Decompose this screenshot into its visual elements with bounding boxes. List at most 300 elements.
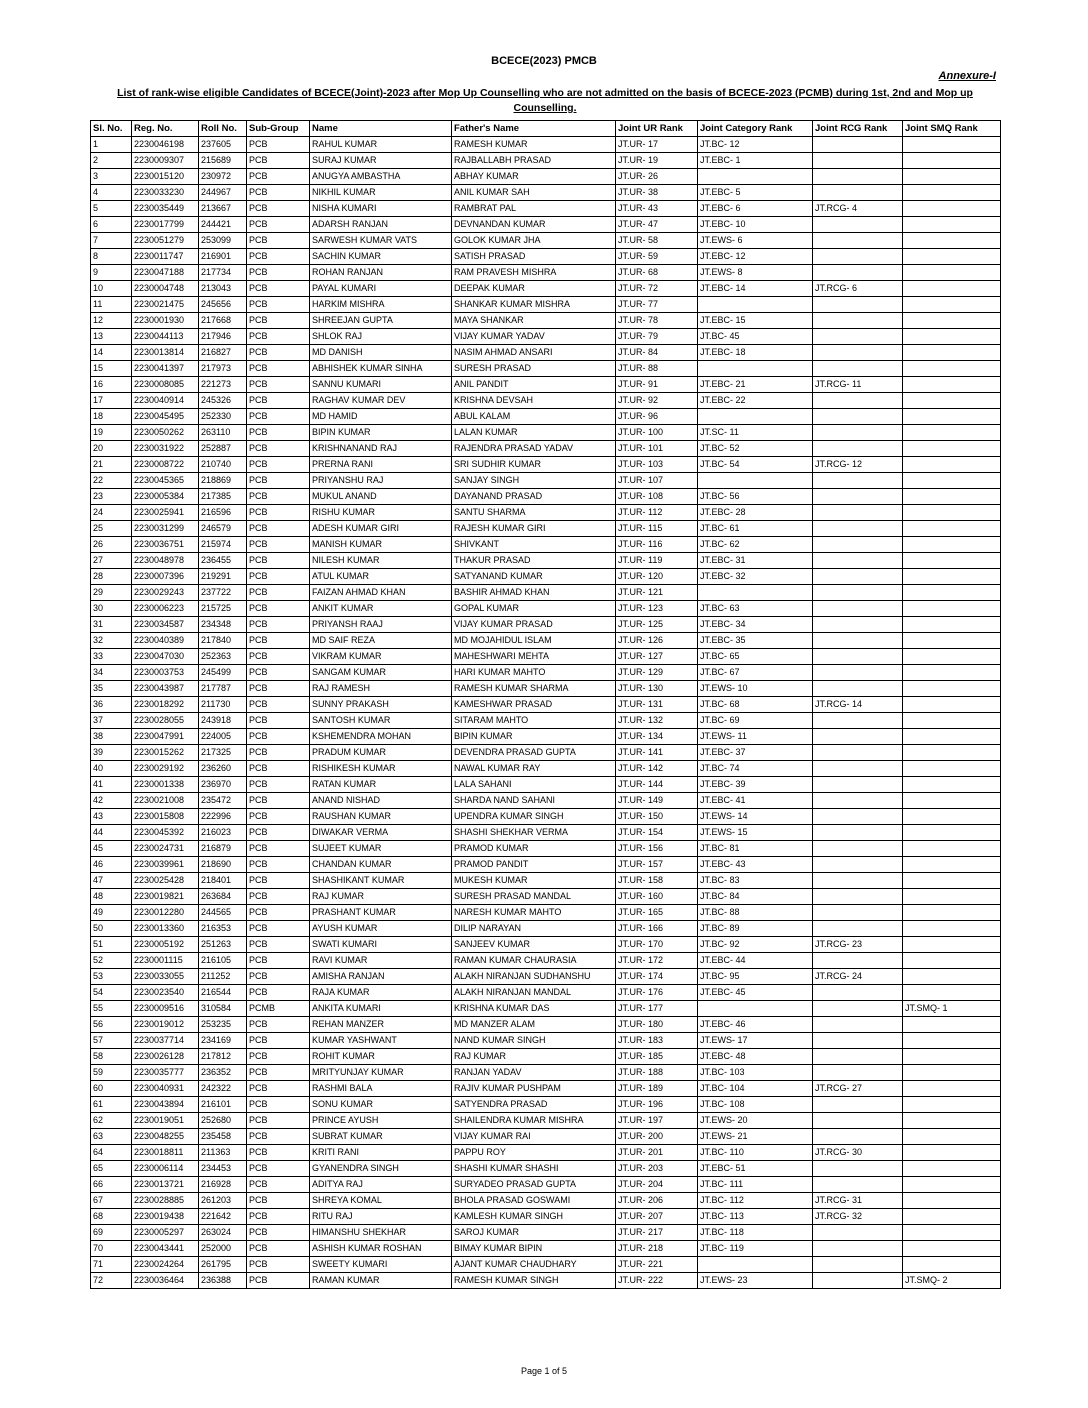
- cell-joint-smq-rank: [903, 1177, 1001, 1193]
- cell-joint-rcg-rank: [813, 793, 903, 809]
- cell-reg-no: 2230011747: [132, 249, 199, 265]
- cell-roll-no: 216105: [199, 953, 247, 969]
- cell-sub-group: PCB: [247, 537, 310, 553]
- cell-joint-ur-rank: JT.UR- 217: [616, 1225, 698, 1241]
- table-row: [91, 281, 1001, 297]
- cell-fathers-name: SURESH PRASAD MANDAL: [452, 889, 616, 905]
- cell-joint-rcg-rank: [813, 425, 903, 441]
- cell-joint-category-rank: JT.EBC- 44: [698, 953, 813, 969]
- cell-reg-no: 2230018292: [132, 697, 199, 713]
- cell-sub-group: PCB: [247, 553, 310, 569]
- cell-joint-rcg-rank: [813, 297, 903, 313]
- cell-joint-category-rank: JT.EBC- 28: [698, 505, 813, 521]
- cell-joint-rcg-rank: [813, 1241, 903, 1257]
- cell-roll-no: 216353: [199, 921, 247, 937]
- cell-joint-rcg-rank: JT.RCG- 14: [813, 697, 903, 713]
- cell-fathers-name: RAMESH KUMAR SHARMA: [452, 681, 616, 697]
- cell-joint-rcg-rank: [813, 617, 903, 633]
- cell-name: KUMAR YASHWANT: [310, 1033, 452, 1049]
- cell-name: REHAN MANZER: [310, 1017, 452, 1033]
- cell-sl-no: 58: [91, 1049, 132, 1065]
- cell-reg-no: 2230040931: [132, 1081, 199, 1097]
- cell-name: RAJ RAMESH: [310, 681, 452, 697]
- cell-roll-no: 221273: [199, 377, 247, 393]
- cell-joint-smq-rank: [903, 217, 1001, 233]
- cell-reg-no: 2230013814: [132, 345, 199, 361]
- cell-name: SHASHIKANT KUMAR: [310, 873, 452, 889]
- cell-fathers-name: SATYENDRA PRASAD: [452, 1097, 616, 1113]
- cell-joint-category-rank: [698, 169, 813, 185]
- cell-name: ABHISHEK KUMAR SINHA: [310, 361, 452, 377]
- cell-joint-smq-rank: [903, 393, 1001, 409]
- table-row: [91, 185, 1001, 201]
- cell-joint-category-rank: JT.BC- 92: [698, 937, 813, 953]
- cell-roll-no: 252330: [199, 409, 247, 425]
- cell-reg-no: 2230040914: [132, 393, 199, 409]
- cell-reg-no: 2230001338: [132, 777, 199, 793]
- cell-joint-category-rank: JT.BC- 108: [698, 1097, 813, 1113]
- table-row: [91, 457, 1001, 473]
- cell-joint-category-rank: JT.EBC- 1: [698, 153, 813, 169]
- cell-sub-group: PCB: [247, 953, 310, 969]
- cell-roll-no: 230972: [199, 169, 247, 185]
- cell-joint-smq-rank: [903, 265, 1001, 281]
- cell-roll-no: 242322: [199, 1081, 247, 1097]
- cell-joint-smq-rank: [903, 377, 1001, 393]
- table-row: [91, 1065, 1001, 1081]
- cell-roll-no: 216827: [199, 345, 247, 361]
- cell-fathers-name: SHAILENDRA KUMAR MISHRA: [452, 1113, 616, 1129]
- cell-joint-rcg-rank: JT.RCG- 32: [813, 1209, 903, 1225]
- table-row: [91, 921, 1001, 937]
- cell-sub-group: PCB: [247, 681, 310, 697]
- cell-name: SHLOK RAJ: [310, 329, 452, 345]
- cell-sl-no: 51: [91, 937, 132, 953]
- cell-fathers-name: SANJAY SINGH: [452, 473, 616, 489]
- cell-joint-ur-rank: JT.UR- 160: [616, 889, 698, 905]
- cell-sl-no: 8: [91, 249, 132, 265]
- cell-joint-ur-rank: JT.UR- 125: [616, 617, 698, 633]
- cell-joint-rcg-rank: JT.RCG- 30: [813, 1145, 903, 1161]
- cell-sl-no: 20: [91, 441, 132, 457]
- cell-joint-category-rank: JT.BC- 62: [698, 537, 813, 553]
- cell-reg-no: 2230019012: [132, 1017, 199, 1033]
- cell-name: ANKITA KUMARI: [310, 1001, 452, 1017]
- cell-name: SANNU KUMARI: [310, 377, 452, 393]
- cell-sub-group: PCB: [247, 281, 310, 297]
- cell-joint-rcg-rank: [813, 521, 903, 537]
- cell-joint-ur-rank: JT.UR- 196: [616, 1097, 698, 1113]
- cell-name: SONU KUMAR: [310, 1097, 452, 1113]
- cell-joint-category-rank: JT.EWS- 10: [698, 681, 813, 697]
- cell-joint-ur-rank: JT.UR- 180: [616, 1017, 698, 1033]
- table-row: [91, 489, 1001, 505]
- cell-name: MRITYUNJAY KUMAR: [310, 1065, 452, 1081]
- cell-joint-smq-rank: [903, 1097, 1001, 1113]
- cell-joint-ur-rank: JT.UR- 203: [616, 1161, 698, 1177]
- table-row: [91, 1161, 1001, 1177]
- cell-fathers-name: SHANKAR KUMAR MISHRA: [452, 297, 616, 313]
- cell-name: PRASHANT KUMAR: [310, 905, 452, 921]
- table-row: [91, 713, 1001, 729]
- cell-joint-rcg-rank: [813, 393, 903, 409]
- cell-sub-group: PCB: [247, 617, 310, 633]
- cell-roll-no: 213043: [199, 281, 247, 297]
- cell-name: SUBRAT KUMAR: [310, 1129, 452, 1145]
- cell-joint-ur-rank: JT.UR- 38: [616, 185, 698, 201]
- cell-joint-category-rank: JT.EBC- 10: [698, 217, 813, 233]
- cell-joint-category-rank: JT.BC- 84: [698, 889, 813, 905]
- cell-joint-rcg-rank: [813, 953, 903, 969]
- cell-name: ANAND NISHAD: [310, 793, 452, 809]
- cell-sl-no: 64: [91, 1145, 132, 1161]
- table-row: [91, 809, 1001, 825]
- cell-joint-rcg-rank: [813, 265, 903, 281]
- cell-reg-no: 2230008085: [132, 377, 199, 393]
- cell-roll-no: 218869: [199, 473, 247, 489]
- cell-joint-ur-rank: JT.UR- 26: [616, 169, 698, 185]
- cell-joint-rcg-rank: [813, 681, 903, 697]
- cell-joint-rcg-rank: [813, 985, 903, 1001]
- cell-joint-rcg-rank: JT.RCG- 27: [813, 1081, 903, 1097]
- cell-joint-category-rank: JT.EWS- 14: [698, 809, 813, 825]
- cell-joint-ur-rank: JT.UR- 134: [616, 729, 698, 745]
- cell-reg-no: 2230009307: [132, 153, 199, 169]
- cell-sub-group: PCB: [247, 361, 310, 377]
- cell-name: PAYAL KUMARI: [310, 281, 452, 297]
- cell-sub-group: PCB: [247, 1257, 310, 1273]
- cell-joint-ur-rank: JT.UR- 43: [616, 201, 698, 217]
- cell-sub-group: PCB: [247, 745, 310, 761]
- cell-name: MD SAIF REZA: [310, 633, 452, 649]
- cell-reg-no: 2230019438: [132, 1209, 199, 1225]
- cell-fathers-name: SANTU SHARMA: [452, 505, 616, 521]
- cell-fathers-name: LALA SAHANI: [452, 777, 616, 793]
- cell-reg-no: 2230013721: [132, 1177, 199, 1193]
- cell-sl-no: 19: [91, 425, 132, 441]
- cell-joint-rcg-rank: [813, 137, 903, 153]
- cell-joint-rcg-rank: [813, 1065, 903, 1081]
- cell-reg-no: 2230005384: [132, 489, 199, 505]
- cell-reg-no: 2230025941: [132, 505, 199, 521]
- cell-joint-rcg-rank: [813, 361, 903, 377]
- cell-joint-smq-rank: [903, 585, 1001, 601]
- cell-reg-no: 2230031922: [132, 441, 199, 457]
- cell-roll-no: 236970: [199, 777, 247, 793]
- cell-joint-smq-rank: [903, 745, 1001, 761]
- cell-joint-rcg-rank: [813, 601, 903, 617]
- cell-reg-no: 2230043987: [132, 681, 199, 697]
- cell-fathers-name: ANIL PANDIT: [452, 377, 616, 393]
- cell-name: AYUSH KUMAR: [310, 921, 452, 937]
- cell-name: RAMAN KUMAR: [310, 1273, 452, 1289]
- cell-reg-no: 2230045365: [132, 473, 199, 489]
- cell-joint-ur-rank: JT.UR- 19: [616, 153, 698, 169]
- cell-sl-no: 60: [91, 1081, 132, 1097]
- table-row: [91, 137, 1001, 153]
- cell-joint-rcg-rank: [813, 777, 903, 793]
- table-row: [91, 1177, 1001, 1193]
- cell-sub-group: PCB: [247, 409, 310, 425]
- cell-joint-ur-rank: JT.UR- 103: [616, 457, 698, 473]
- cell-joint-rcg-rank: [813, 825, 903, 841]
- table-row: [91, 473, 1001, 489]
- cell-name: SURAJ KUMAR: [310, 153, 452, 169]
- table-row: [91, 697, 1001, 713]
- cell-joint-rcg-rank: [813, 1225, 903, 1241]
- cell-joint-smq-rank: [903, 153, 1001, 169]
- table-row: [91, 1049, 1001, 1065]
- cell-sl-no: 17: [91, 393, 132, 409]
- cell-name: ASHISH KUMAR ROSHAN: [310, 1241, 452, 1257]
- cell-joint-category-rank: JT.EBC- 32: [698, 569, 813, 585]
- cell-joint-smq-rank: [903, 1241, 1001, 1257]
- cell-fathers-name: MD MANZER ALAM: [452, 1017, 616, 1033]
- cell-joint-smq-rank: [903, 633, 1001, 649]
- column-header-sl-no: Sl. No.: [91, 121, 132, 137]
- cell-reg-no: 2230005297: [132, 1225, 199, 1241]
- cell-roll-no: 263684: [199, 889, 247, 905]
- cell-fathers-name: RAMBRAT PAL: [452, 201, 616, 217]
- table-row: [91, 201, 1001, 217]
- cell-roll-no: 210740: [199, 457, 247, 473]
- cell-joint-category-rank: JT.EBC- 31: [698, 553, 813, 569]
- cell-joint-smq-rank: [903, 537, 1001, 553]
- cell-joint-smq-rank: [903, 1145, 1001, 1161]
- cell-joint-smq-rank: [903, 457, 1001, 473]
- cell-sl-no: 38: [91, 729, 132, 745]
- cell-sl-no: 55: [91, 1001, 132, 1017]
- cell-joint-ur-rank: JT.UR- 183: [616, 1033, 698, 1049]
- cell-joint-category-rank: JT.EBC- 35: [698, 633, 813, 649]
- cell-fathers-name: RAJ KUMAR: [452, 1049, 616, 1065]
- cell-joint-category-rank: JT.BC- 104: [698, 1081, 813, 1097]
- cell-sl-no: 59: [91, 1065, 132, 1081]
- cell-roll-no: 261795: [199, 1257, 247, 1273]
- cell-sub-group: PCB: [247, 489, 310, 505]
- table-row: [91, 393, 1001, 409]
- cell-reg-no: 2230003753: [132, 665, 199, 681]
- cell-fathers-name: SHIVKANT: [452, 537, 616, 553]
- cell-sub-group: PCB: [247, 793, 310, 809]
- cell-reg-no: 2230046198: [132, 137, 199, 153]
- cell-roll-no: 234169: [199, 1033, 247, 1049]
- table-row: [91, 1273, 1001, 1289]
- cell-joint-category-rank: JT.BC- 74: [698, 761, 813, 777]
- table-row: [91, 537, 1001, 553]
- cell-joint-ur-rank: JT.UR- 107: [616, 473, 698, 489]
- cell-joint-smq-rank: [903, 505, 1001, 521]
- cell-roll-no: 213667: [199, 201, 247, 217]
- cell-roll-no: 236352: [199, 1065, 247, 1081]
- cell-sl-no: 32: [91, 633, 132, 649]
- cell-roll-no: 216023: [199, 825, 247, 841]
- cell-joint-ur-rank: JT.UR- 172: [616, 953, 698, 969]
- table-row: [91, 1001, 1001, 1017]
- header-row: [91, 121, 1001, 137]
- cell-joint-smq-rank: [903, 889, 1001, 905]
- cell-fathers-name: SURYADEO PRASAD GUPTA: [452, 1177, 616, 1193]
- table-row: [91, 633, 1001, 649]
- column-header-roll-no: Roll No.: [199, 121, 247, 137]
- cell-sub-group: PCB: [247, 425, 310, 441]
- cell-joint-category-rank: JT.BC- 113: [698, 1209, 813, 1225]
- table-row: [91, 857, 1001, 873]
- cell-joint-rcg-rank: [813, 585, 903, 601]
- cell-joint-ur-rank: JT.UR- 176: [616, 985, 698, 1001]
- cell-sl-no: 52: [91, 953, 132, 969]
- table-row: [91, 1081, 1001, 1097]
- cell-sl-no: 48: [91, 889, 132, 905]
- cell-joint-smq-rank: [903, 553, 1001, 569]
- cell-fathers-name: RAMESH KUMAR SINGH: [452, 1273, 616, 1289]
- table-row: [91, 649, 1001, 665]
- cell-sl-no: 35: [91, 681, 132, 697]
- cell-sl-no: 3: [91, 169, 132, 185]
- cell-reg-no: 2230019051: [132, 1113, 199, 1129]
- cell-joint-category-rank: JT.BC- 61: [698, 521, 813, 537]
- cell-joint-ur-rank: JT.UR- 84: [616, 345, 698, 361]
- cell-joint-ur-rank: JT.UR- 119: [616, 553, 698, 569]
- cell-name: SHREEJAN GUPTA: [310, 313, 452, 329]
- cell-reg-no: 2230004748: [132, 281, 199, 297]
- cell-joint-rcg-rank: [813, 233, 903, 249]
- cell-name: BIPIN KUMAR: [310, 425, 452, 441]
- cell-joint-rcg-rank: [813, 553, 903, 569]
- cell-fathers-name: DEVNANDAN KUMAR: [452, 217, 616, 233]
- cell-sub-group: PCB: [247, 569, 310, 585]
- cell-reg-no: 2230045495: [132, 409, 199, 425]
- cell-joint-rcg-rank: [813, 441, 903, 457]
- table-header: [91, 121, 1001, 137]
- cell-reg-no: 2230024731: [132, 841, 199, 857]
- cell-joint-smq-rank: [903, 969, 1001, 985]
- cell-name: ANUGYA AMBASTHA: [310, 169, 452, 185]
- cell-sub-group: PCB: [247, 505, 310, 521]
- cell-joint-rcg-rank: [813, 1001, 903, 1017]
- cell-joint-rcg-rank: JT.RCG- 31: [813, 1193, 903, 1209]
- cell-joint-smq-rank: [903, 473, 1001, 489]
- cell-fathers-name: SURESH PRASAD: [452, 361, 616, 377]
- cell-sl-no: 42: [91, 793, 132, 809]
- cell-name: RASHMI BALA: [310, 1081, 452, 1097]
- cell-sl-no: 23: [91, 489, 132, 505]
- cell-joint-smq-rank: [903, 249, 1001, 265]
- cell-joint-category-rank: [698, 585, 813, 601]
- cell-fathers-name: VIJAY KUMAR YADAV: [452, 329, 616, 345]
- cell-sub-group: PCB: [247, 329, 310, 345]
- cell-joint-ur-rank: JT.UR- 59: [616, 249, 698, 265]
- cell-fathers-name: SATYANAND KUMAR: [452, 569, 616, 585]
- cell-fathers-name: SATISH PRASAD: [452, 249, 616, 265]
- cell-fathers-name: PRAMOD PANDIT: [452, 857, 616, 873]
- cell-sl-no: 22: [91, 473, 132, 489]
- cell-joint-rcg-rank: [813, 217, 903, 233]
- cell-joint-smq-rank: [903, 697, 1001, 713]
- cell-fathers-name: KAMESHWAR PRASAD: [452, 697, 616, 713]
- cell-joint-smq-rank: [903, 137, 1001, 153]
- cell-fathers-name: PRAMOD KUMAR: [452, 841, 616, 857]
- table-row: [91, 873, 1001, 889]
- cell-sl-no: 61: [91, 1097, 132, 1113]
- cell-reg-no: 2230040389: [132, 633, 199, 649]
- cell-roll-no: 235458: [199, 1129, 247, 1145]
- cell-joint-smq-rank: [903, 569, 1001, 585]
- cell-roll-no: 252363: [199, 649, 247, 665]
- cell-joint-smq-rank: [903, 841, 1001, 857]
- cell-roll-no: 237722: [199, 585, 247, 601]
- cell-roll-no: 216879: [199, 841, 247, 857]
- cell-joint-ur-rank: JT.UR- 222: [616, 1273, 698, 1289]
- cell-sl-no: 44: [91, 825, 132, 841]
- cell-roll-no: 245499: [199, 665, 247, 681]
- cell-fathers-name: RAJESH KUMAR GIRI: [452, 521, 616, 537]
- cell-reg-no: 2230043441: [132, 1241, 199, 1257]
- cell-joint-category-rank: JT.EBC- 5: [698, 185, 813, 201]
- cell-sub-group: PCB: [247, 921, 310, 937]
- cell-joint-category-rank: JT.EBC- 6: [698, 201, 813, 217]
- cell-sub-group: PCB: [247, 1209, 310, 1225]
- cell-reg-no: 2230015808: [132, 809, 199, 825]
- cell-joint-category-rank: JT.BC- 89: [698, 921, 813, 937]
- cell-sl-no: 13: [91, 329, 132, 345]
- cell-roll-no: 237605: [199, 137, 247, 153]
- cell-reg-no: 2230028055: [132, 713, 199, 729]
- cell-sub-group: PCB: [247, 873, 310, 889]
- cell-name: ATUL KUMAR: [310, 569, 452, 585]
- cell-joint-rcg-rank: [813, 633, 903, 649]
- table-row: [91, 617, 1001, 633]
- table-row: [91, 1241, 1001, 1257]
- cell-joint-rcg-rank: [813, 505, 903, 521]
- cell-sub-group: PCB: [247, 633, 310, 649]
- cell-reg-no: 2230033055: [132, 969, 199, 985]
- table-row: [91, 745, 1001, 761]
- cell-sub-group: PCB: [247, 377, 310, 393]
- cell-roll-no: 263110: [199, 425, 247, 441]
- cell-joint-rcg-rank: [813, 537, 903, 553]
- cell-fathers-name: THAKUR PRASAD: [452, 553, 616, 569]
- cell-sl-no: 1: [91, 137, 132, 153]
- cell-sub-group: PCB: [247, 345, 310, 361]
- cell-joint-ur-rank: JT.UR- 158: [616, 873, 698, 889]
- cell-roll-no: 218690: [199, 857, 247, 873]
- cell-joint-category-rank: JT.EWS- 17: [698, 1033, 813, 1049]
- cell-sub-group: PCB: [247, 649, 310, 665]
- cell-roll-no: 216101: [199, 1097, 247, 1113]
- cell-fathers-name: MAHESHWARI MEHTA: [452, 649, 616, 665]
- cell-name: RISHIKESH KUMAR: [310, 761, 452, 777]
- table-row: [91, 217, 1001, 233]
- cell-reg-no: 2230015120: [132, 169, 199, 185]
- table-row: [91, 409, 1001, 425]
- cell-roll-no: 236388: [199, 1273, 247, 1289]
- cell-roll-no: 217812: [199, 1049, 247, 1065]
- cell-name: FAIZAN AHMAD KHAN: [310, 585, 452, 601]
- cell-fathers-name: KRISHNA KUMAR DAS: [452, 1001, 616, 1017]
- cell-joint-ur-rank: JT.UR- 101: [616, 441, 698, 457]
- column-header-joint-ur-rank: Joint UR Rank: [616, 121, 698, 137]
- cell-joint-rcg-rank: [813, 857, 903, 873]
- cell-roll-no: 234453: [199, 1161, 247, 1177]
- cell-roll-no: 251263: [199, 937, 247, 953]
- cell-joint-rcg-rank: [813, 1273, 903, 1289]
- cell-fathers-name: UPENDRA KUMAR SINGH: [452, 809, 616, 825]
- cell-joint-category-rank: JT.EBC- 37: [698, 745, 813, 761]
- cell-joint-ur-rank: JT.UR- 131: [616, 697, 698, 713]
- cell-joint-smq-rank: JT.SMQ- 1: [903, 1001, 1001, 1017]
- cell-joint-rcg-rank: [813, 665, 903, 681]
